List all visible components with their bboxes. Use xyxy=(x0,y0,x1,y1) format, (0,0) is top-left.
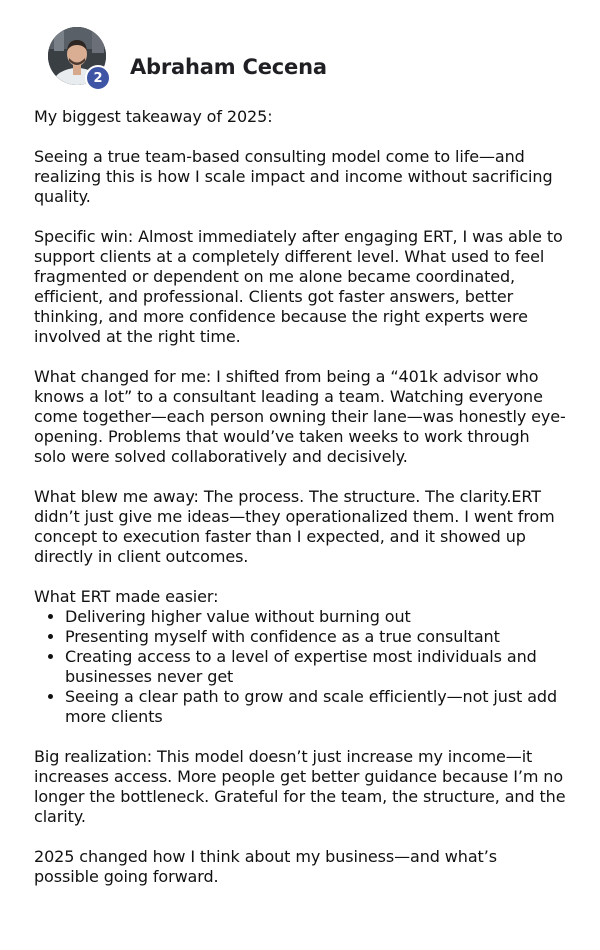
notification-badge: 2 xyxy=(85,65,111,91)
list-item: • Delivering higher value without burning out xyxy=(65,607,566,627)
post-paragraph-closing: 2025 changed how I think about my business—and what’s possible going forward. xyxy=(34,847,497,886)
post-body xyxy=(34,107,566,907)
post-paragraph-specific-win: Specific win: Almost immediately after engaging ERT, I was able to support clients at a completely different level. What used to feel fragmented or dependent on me alone became coordinated, efficient, and professional. Clients got faster answers, better thinking, and more confidence because the right experts were involved at the right time. xyxy=(34,227,563,346)
list-item: • Seeing a clear path to grow and scale efficiently—not just add more clients xyxy=(65,687,566,727)
list-item: • Presenting myself with confidence as a true consultant xyxy=(65,627,566,647)
post-header xyxy=(48,27,568,91)
author-name[interactable]: Abraham Cecena xyxy=(130,55,327,79)
post-paragraph-made-easier: What ERT made easier: xyxy=(34,587,219,606)
post-paragraph-takeaway: My biggest takeaway of 2025: xyxy=(34,107,273,126)
post-paragraph-realization: Big realization: This model doesn’t just increase my income—it increases access. More people get better guidance because I’m no longer the bottleneck. Grateful for the team, the structure, and the clarity. xyxy=(34,747,566,826)
post-paragraph-blew-me-away: What blew me away: The process. The structure. The clarity.ERT didn’t just give me ideas—they operationalized them. I went from concept to execution faster than I expected, and it showed up directly in client outcomes. xyxy=(34,487,555,566)
benefits-list xyxy=(34,607,566,727)
post-paragraph-what-changed: What changed for me: I shifted from being a “401k advisor who knows a lot” to a consultant leading a team. Watching everyone come together—each person owning their lane—was honestly eye-opening. Problems that would’ve taken weeks to work through solo were solved collaboratively and decisively. xyxy=(34,367,566,466)
post-paragraph-model: Seeing a true team-based consulting model come to life—and realizing this is how I scale impact and income without sacrificing quality. xyxy=(34,147,553,206)
list-item: • Creating access to a level of expertise most individuals and businesses never get xyxy=(65,647,566,687)
